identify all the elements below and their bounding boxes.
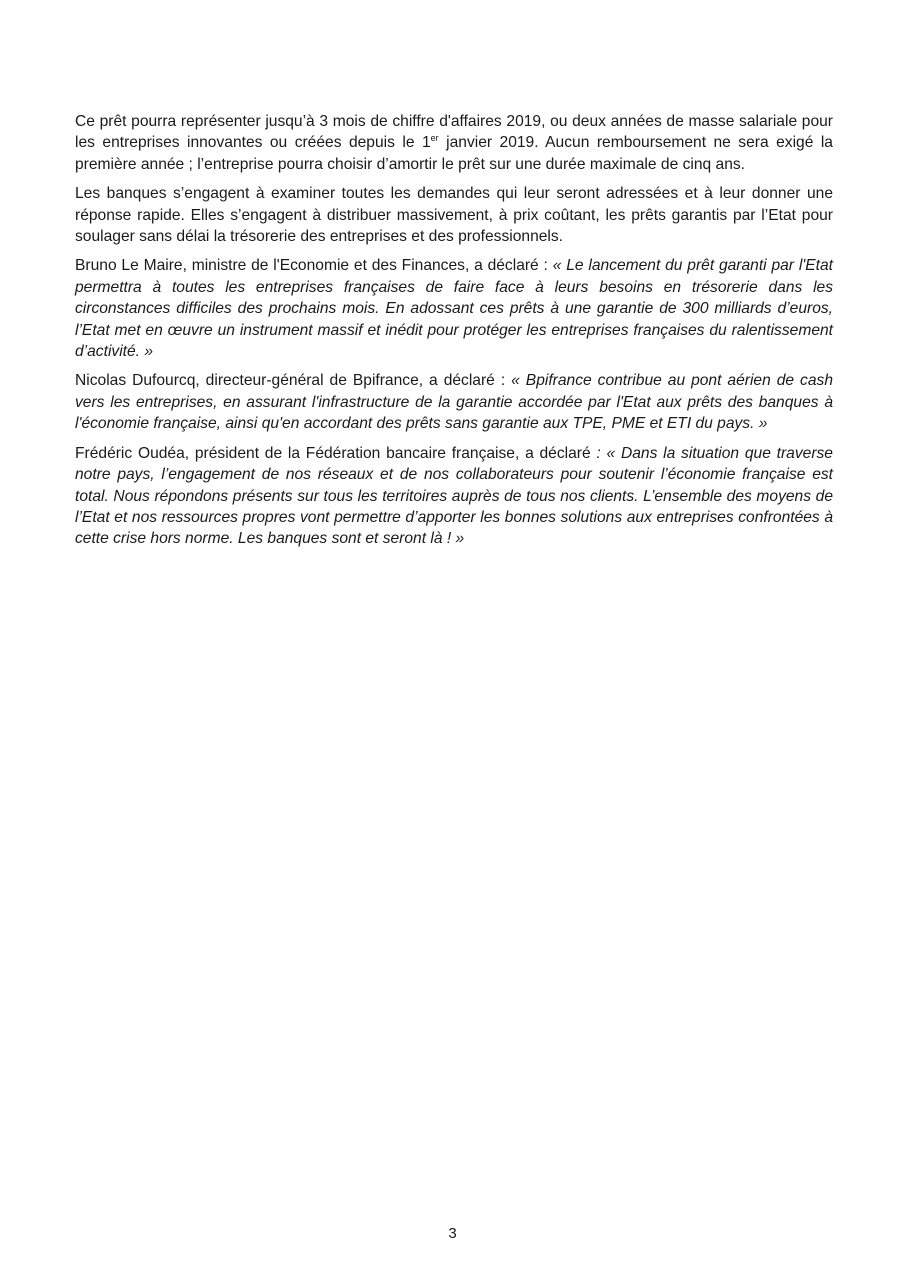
paragraph-quote-oudea <box>75 443 833 550</box>
document-body <box>75 111 833 558</box>
quote-attribution: Frédéric Oudéa, président de la Fédération bancaire française, a déclaré <box>75 444 591 462</box>
paragraph-quote-dufourcq <box>75 370 833 434</box>
paragraph-text: Les banques s’engagent à examiner toutes les demandes qui leur seront adressées et à leur donner une réponse rapide. Elles s’engagent à distribuer massivement, à prix coûtant, les prêts garantis par l’Etat pour soulager sans délai la trésorerie des entreprises et des professionnels. <box>75 185 833 246</box>
paragraph-banks-commitment <box>75 183 833 247</box>
page-number: 3 <box>448 1225 457 1242</box>
paragraph-loan-terms <box>75 111 833 175</box>
quote-attribution: Bruno Le Maire, ministre de l'Economie et des Finances, a déclaré : <box>75 257 553 275</box>
paragraph-text: Ce prêt pourra représenter jusqu’à 3 mois de chiffre d'affaires 2019, ou deux années de masse salariale pour les entreprises innovantes ou créées depuis le 1 <box>75 113 833 152</box>
quote-text: : « Dans la situation que traverse notre pays, l’engagement de nos réseaux et de nos collaborateurs pour soutenir l’économie française est total. Nous répondons présents sur tous les territoires auprès de tous nos clients. L’ensemble des moyens de l’Etat et nos ressources propres vont permettre d’apporter les bonnes solutions aux entreprises confrontées à cette crise hors norme. Les banques sont et seront là ! » <box>75 444 833 548</box>
quote-text: « Bpifrance contribue au pont aérien de cash vers les entreprises, en assurant l'infrastructure de la garantie accordée par l'Etat aux prêts des banques à l'économie française, ainsi qu'en accordant des prêts sans garantie aux TPE, PME et ETI du pays. » <box>75 372 833 433</box>
quote-text: « Le lancement du prêt garanti par l'Etat permettra à toutes les entreprises françaises de faire face à leurs besoins en trésorerie dans les circonstances difficiles des prochains mois. En adossant ces prêts à une garantie de 300 milliards d’euros, l’Etat met en œuvre un instrument massif et inédit pour protéger les entreprises françaises du ralentissement d’activité. » <box>75 257 833 361</box>
superscript-ordinal: er <box>430 133 439 144</box>
quote-attribution: Nicolas Dufourcq, directeur-général de Bpifrance, a déclaré : <box>75 372 512 390</box>
paragraph-quote-le-maire <box>75 255 833 362</box>
paragraph-text: janvier 2019. Aucun remboursement ne sera exigé la première année ; l’entreprise pourra choisir d’amortir le prêt sur une durée maximale de cinq ans. <box>75 134 833 173</box>
